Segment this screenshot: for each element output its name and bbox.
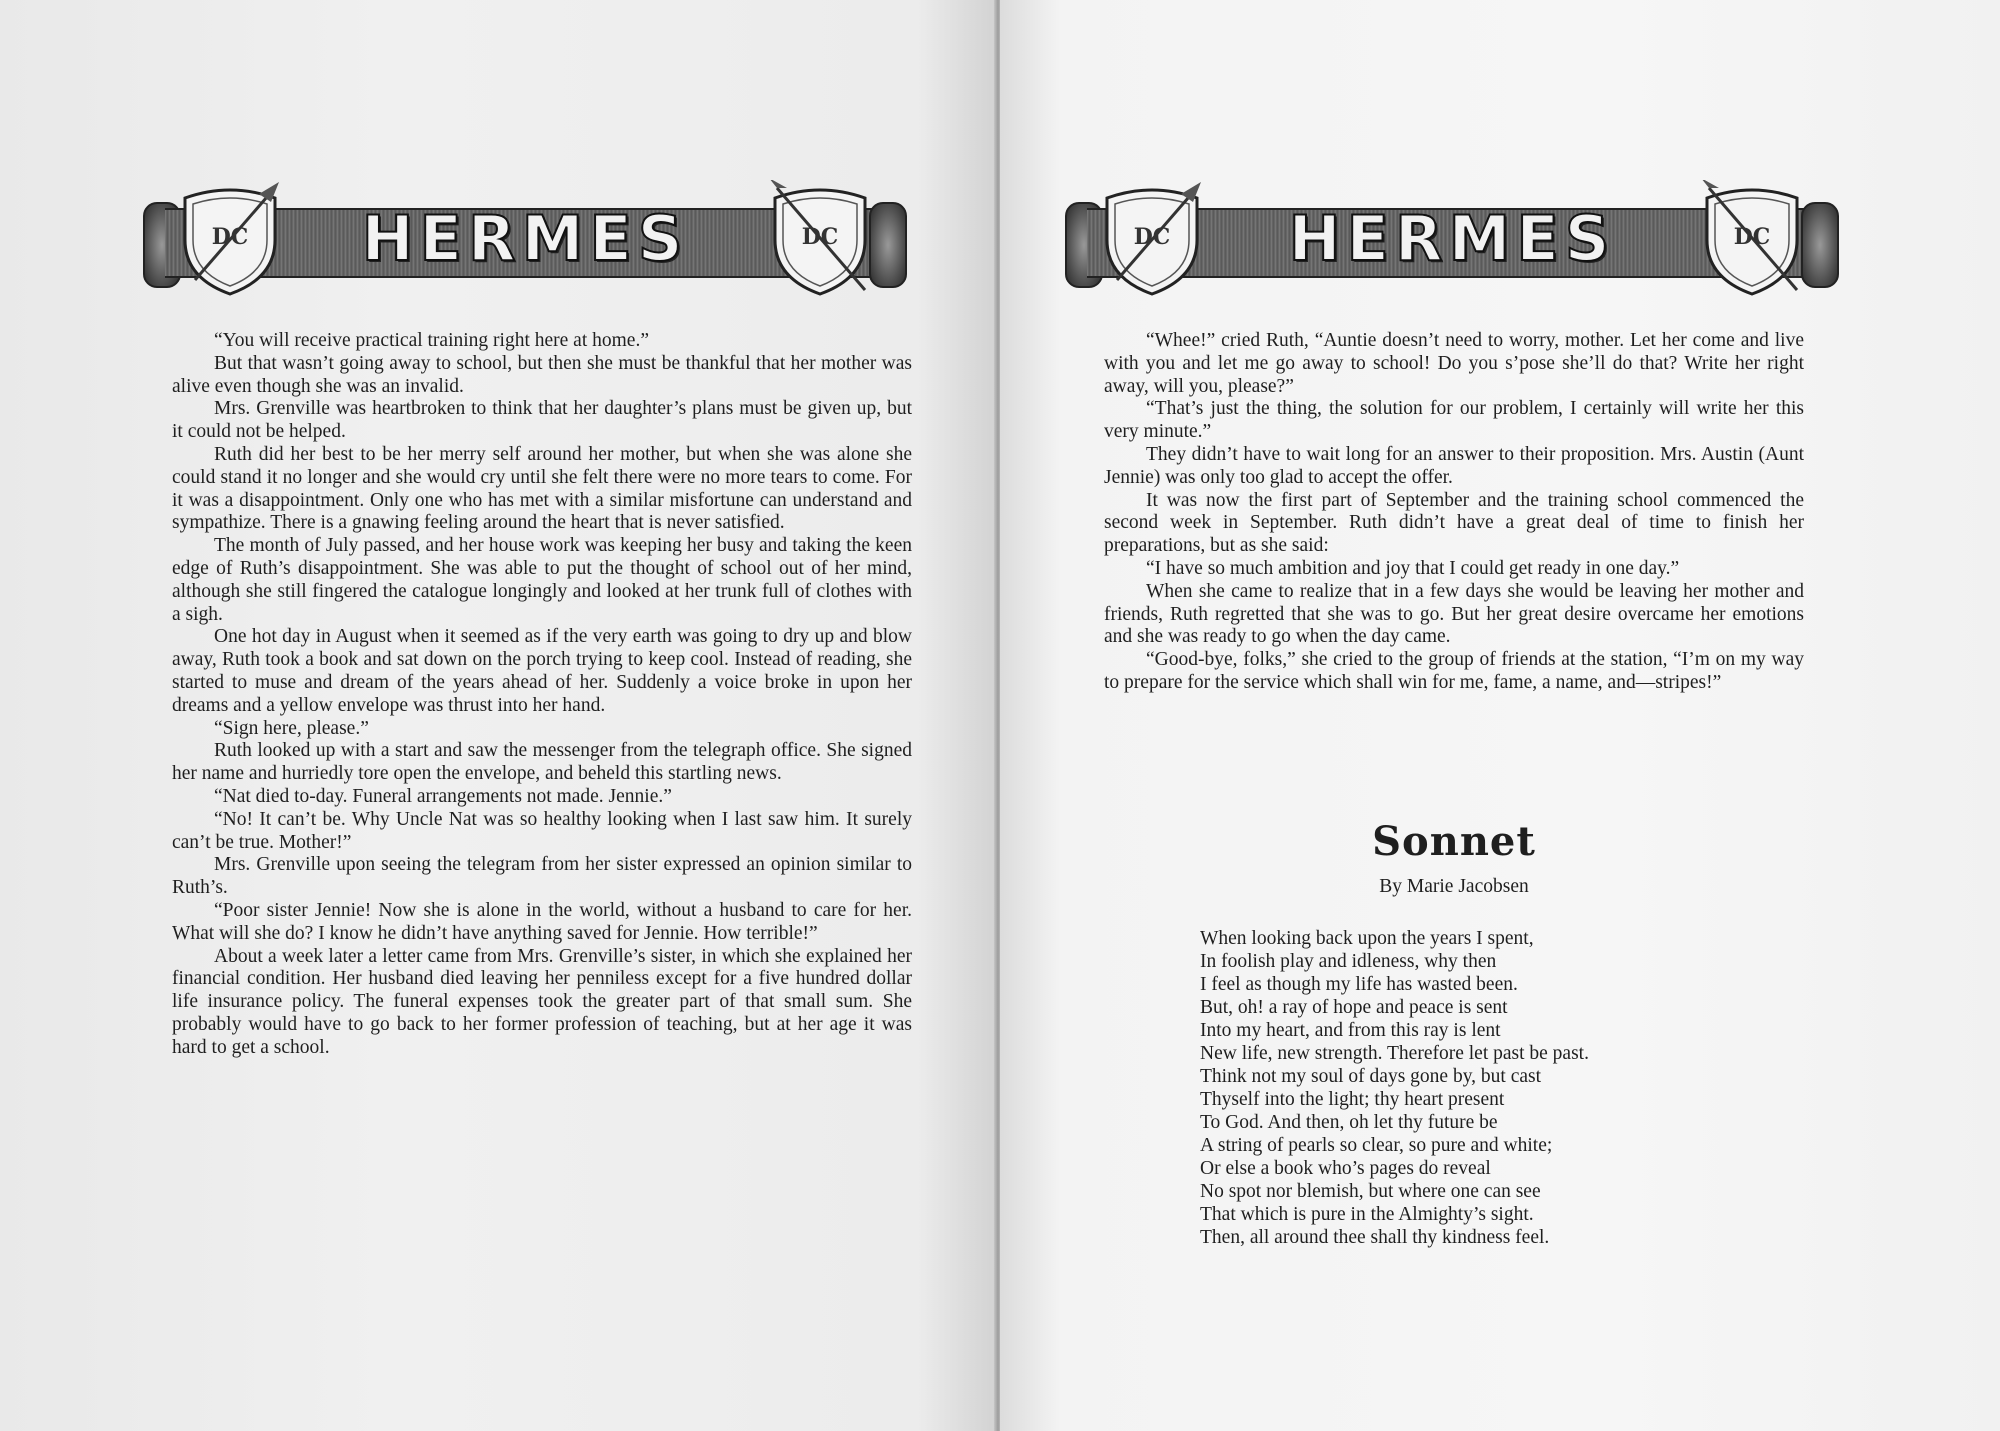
shield-letters: DC xyxy=(1133,224,1171,250)
paragraph: One hot day in August when it seemed as if the very earth was going to dry up and blow away, Ruth took a book and sat down on the porch trying to keep cool. Instead of reading, she started to muse and dream of the years ahead of her. Suddenly a voice broke in upon her dreams and a yellow envelope was thrust into her hand. xyxy=(172,626,912,716)
paragraph: But that wasn’t going away to school, but then she must be thankful that her mother was alive even though she was an invalid. xyxy=(172,352,912,397)
paragraph: The month of July passed, and her house work was keeping her busy and taking the keen edge of Ruth’s disappointment. She was able to put the thought of school out of her mind, although she still fingered the catalogue longingly and looked at her trunk full of clothes with a sigh. xyxy=(172,535,912,625)
paragraph: Mrs. Grenville upon seeing the telegram from her sister expressed an opinion similar to Ruth’s. xyxy=(172,854,912,899)
paragraph: Ruth did her best to be her merry self around her mother, but when she was alone she could stand it no longer and she would cry until she felt there were no more tears to come. For it was a disappointment. Only one who has met with a similar misfortune can understand and sympathize. There is a gnawing feeling around the heart that is never satisfied. xyxy=(172,443,912,534)
paragraph: Mrs. Grenville was heartbroken to think that her daughter’s plans must be given up, but it could not be helped. xyxy=(172,398,912,443)
paragraph: It was now the first part of September and the training school commenced the second week in September. Ruth didn’t have a great deal of time to finish her preparations, but as she said: xyxy=(1104,489,1804,557)
paragraph: “That’s just the thing, the solution for our problem, I certainly will write her this very minute.” xyxy=(1104,398,1804,443)
paragraph: “Whee!” cried Ruth, “Auntie doesn’t need to worry, mother. Let her come and live with you and let me go away to school! Do you s’pose she’ll do that? Write her right away, will you, please?” xyxy=(1104,330,1804,397)
paragraph: “Poor sister Jennie! Now she is alone in the world, without a husband to care for her. What will she do? I know he didn’t have anything saved for Jennie. How terrible!” xyxy=(172,899,912,944)
hermes-banner xyxy=(1057,180,1847,300)
poem-line: Then, all around thee shall thy kindness feel. xyxy=(1200,1227,1550,1248)
left-page xyxy=(0,0,997,1431)
paragraph: They didn’t have to wait long for an answer to their proposition. Mrs. Austin (Aunt Jennie) was only too glad to accept the offer. xyxy=(1104,443,1804,488)
right-page xyxy=(1000,0,2000,1431)
poem-line: A string of pearls so clear, so pure and white; xyxy=(1200,1135,1553,1156)
paragraph: “No! It can’t be. Why Uncle Nat was so healthy looking when I last saw him. It surely can’t be true. Mother!” xyxy=(172,808,912,853)
story-column-left xyxy=(172,330,912,1060)
poem-line: That which is pure in the Almighty’s sight. xyxy=(1200,1204,1534,1225)
poem-line: To God. And then, oh let thy future be xyxy=(1200,1112,1498,1133)
shield-letters: DC xyxy=(1733,224,1771,250)
poem-line: Thyself into the light; thy heart present xyxy=(1200,1089,1505,1110)
paragraph: “Sign here, please.” xyxy=(214,717,369,739)
poem-line: But, oh! a ray of hope and peace is sent xyxy=(1200,997,1508,1018)
paragraph: “You will receive practical training right here at home.” xyxy=(214,330,649,351)
poem-line: I feel as though my life has wasted been. xyxy=(1200,974,1518,995)
paragraph: Ruth looked up with a start and saw the messenger from the telegraph office. She signed her name and hurriedly tore open the envelope, and beheld this startling news. xyxy=(172,740,912,785)
poem-line: When looking back upon the years I spent, xyxy=(1200,928,1534,949)
banner-title: HERMES xyxy=(1288,202,1616,275)
sonnet-byline: By Marie Jacobsen xyxy=(1379,876,1529,897)
paragraph: “I have so much ambition and joy that I could get ready in one day.” xyxy=(1146,557,1680,579)
poem-line: Into my heart, and from this ray is lent xyxy=(1200,1020,1501,1041)
sonnet-title: Sonnet xyxy=(1372,818,1536,865)
shield-emblem-icon xyxy=(765,180,875,298)
poem-line: New life, new strength. Therefore let past be past. xyxy=(1200,1043,1589,1064)
poem-line: Or else a book who’s pages do reveal xyxy=(1200,1158,1491,1179)
shield-emblem-icon xyxy=(1697,180,1807,298)
hermes-banner xyxy=(135,180,915,300)
sonnet-poem xyxy=(1200,927,1760,1249)
story-column-right xyxy=(1104,330,1804,695)
paragraph: About a week later a letter came from Mrs. Grenville’s sister, in which she explained her financial condition. Her husband died leaving her penniless except for a five hundred dollar life insurance policy. The funeral expenses took the greater part of that small sum. She probably would have to go back to her former profession of teaching, but at her age it was hard to get a school. xyxy=(172,945,912,1058)
paragraph: “Nat died to-day. Funeral arrangements not made. Jennie.” xyxy=(214,785,672,807)
shield-letters: DC xyxy=(801,224,839,250)
shield-letters: DC xyxy=(211,224,249,250)
banner-title: HERMES xyxy=(361,202,689,275)
poem-line: Think not my soul of days gone by, but cast xyxy=(1200,1066,1542,1087)
paragraph: “Good-bye, folks,” she cried to the group of friends at the station, “I’m on my way to prepare for the service which shall win for me, fame, a name, and—stripes!” xyxy=(1104,649,1804,693)
paragraph: When she came to realize that in a few days she would be leaving her mother and friends, Ruth regretted that she was to go. But her great desire overcame her emotions and she was ready to go when the day came. xyxy=(1104,580,1804,648)
poem-line: No spot nor blemish, but where one can see xyxy=(1200,1181,1541,1202)
poem-line: In foolish play and idleness, why then xyxy=(1200,951,1497,972)
